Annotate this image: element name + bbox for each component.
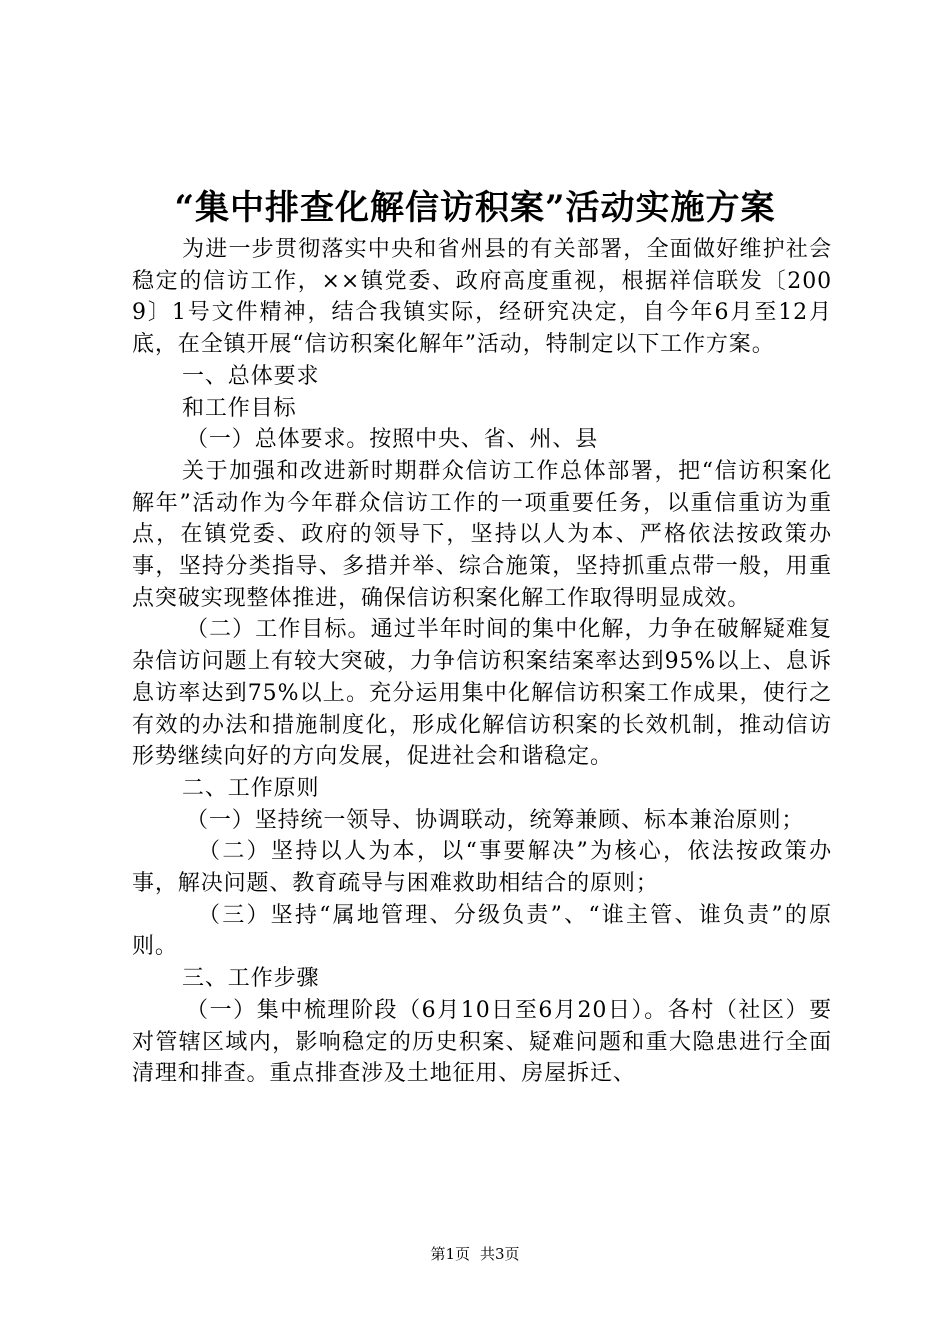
paragraph-requirements-lead: （一）总体要求。按照中央、省、州、县 — [186, 427, 599, 453]
paragraph-principle-2: （二）坚持以人为本，以“事要解决”为核心，依法按政策办事，解决问题、教育疏导与困难救助相结合的原则； — [132, 839, 832, 897]
paragraph-intro: 为进一步贯彻落实中央和省州县的有关部署，全面做好维护社会稳定的信访工作，××镇党委、政府高度重视，根据祥信联发〔2009〕1号文件精神，结合我镇实际，经研究决定，自今年6月至12月底，在全镇开展“信访积案化解年”活动，特制定以下工作方案。 — [132, 237, 832, 358]
page-footer — [0, 1244, 950, 1264]
page-number: 第1页 — [430, 1245, 470, 1263]
paragraph-goals: （二）工作目标。通过半年时间的集中化解，力争在破解疑难复杂信访问题上有较大突破，力争信访积案结案率达到95%以上、息诉息访率达到75%以上。充分运用集中化解信访积案工作成果，使行之有效的办法和措施制度化，形成化解信访积案的长效机制，推动信访形势继续向好的方向发展，促进社会和谐稳定。 — [132, 617, 832, 770]
page-total: 共3页 — [480, 1245, 520, 1263]
heading-general-requirements: 一、总体要求 — [182, 363, 320, 389]
heading-work-goals: 和工作目标 — [182, 395, 297, 421]
paragraph-principle-3: （三）坚持“属地管理、分级负责”、“谁主管、谁负责”的原则。 — [132, 902, 832, 960]
heading-work-principles: 二、工作原则 — [182, 775, 320, 801]
paragraph-step-1: （一）集中梳理阶段（6月10日至6月20日）。各村（社区）要对管辖区域内，影响稳定的历史积案、疑难问题和重大隐患进行全面清理和排查。重点排查涉及土地征用、房屋拆迁、 — [132, 997, 832, 1087]
paragraph-requirements: 关于加强和改进新时期群众信访工作总体部署，把“信访积案化解年”活动作为今年群众信访工作的一项重要任务，以重信重访为重点，在镇党委、政府的领导下，坚持以人为本、严格依法按政策办事，坚持分类指导、多措并举、综合施策，坚持抓重点带一般，用重点突破实现整体推进，确保信访积案化解工作取得明显成效。 — [132, 458, 832, 611]
document-title: “集中排查化解信访积案”活动实施方案 — [174, 188, 776, 228]
document-body — [132, 234, 832, 1090]
heading-work-steps: 三、工作步骤 — [182, 966, 320, 992]
paragraph-principle-1: （一）坚持统一领导、协调联动，统筹兼顾、标本兼治原则； — [186, 807, 805, 833]
